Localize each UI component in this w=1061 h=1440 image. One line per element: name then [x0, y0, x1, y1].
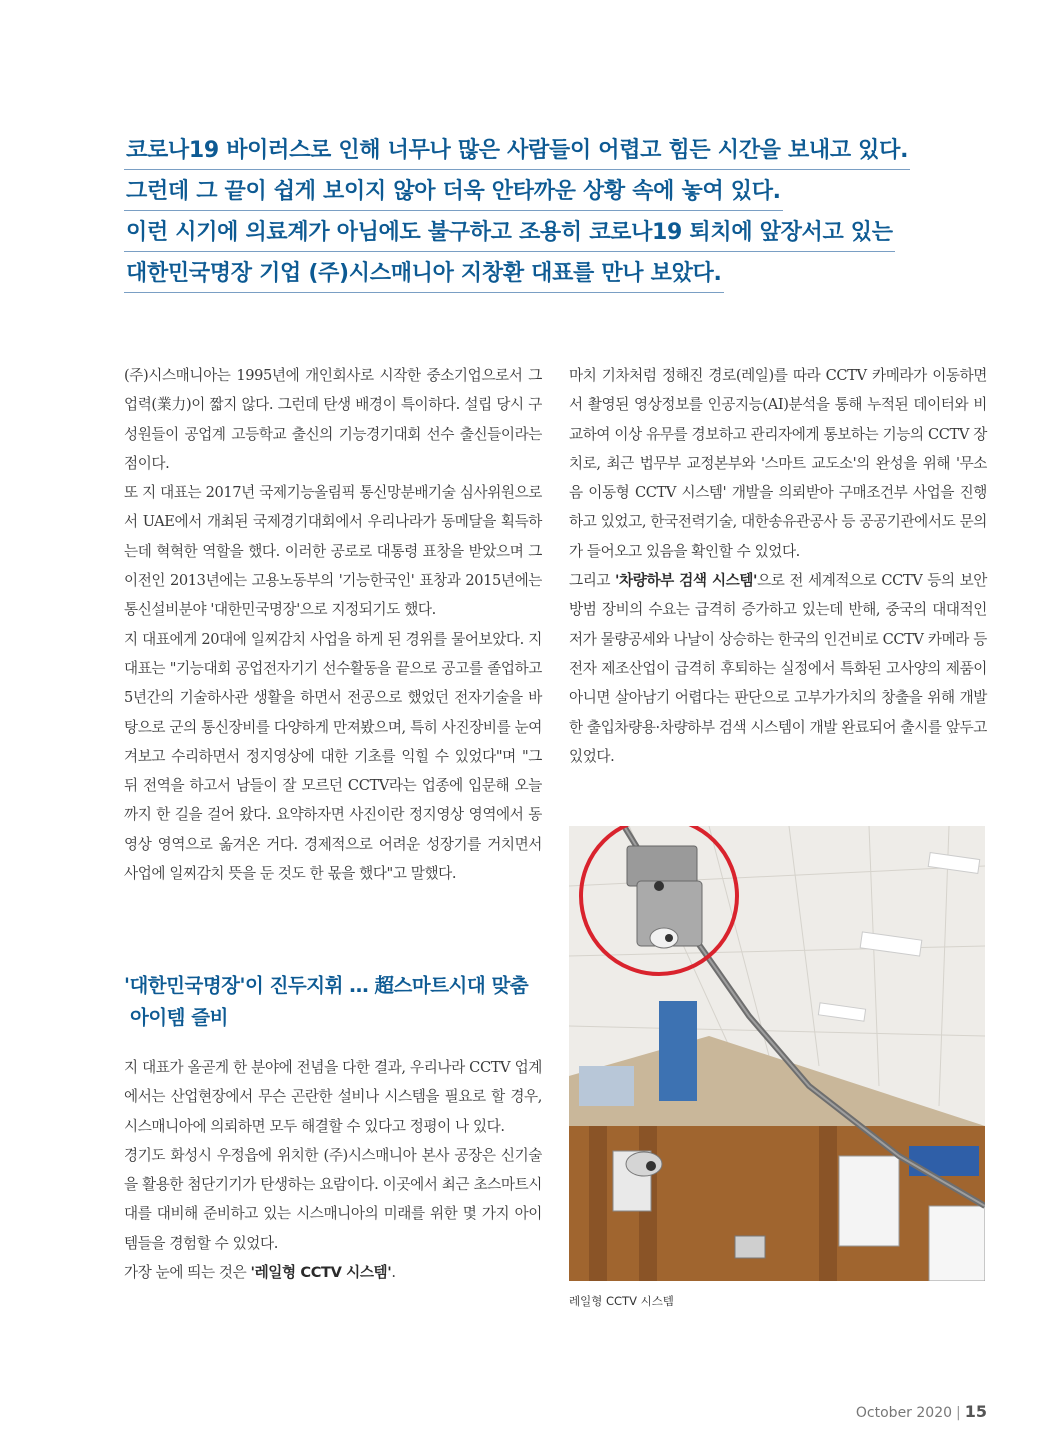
- section-heading-line: '대한민국명장'이 진두지휘 … 超스마트시대 맞춤: [124, 974, 529, 997]
- lead-line: 대한민국명장 기업 (주)시스매니아 지창환 대표를 만나 보았다.: [124, 260, 724, 293]
- body-paragraph: 경기도 화성시 우정읍에 위치한 (주)시스매니아 본사 공장은 신기술을 활용한 첨단기기가 탄생하는 요람이다. 이곳에서 최근 초스마트시대를 대비해 준비하고 있는 시스매니아의 미래를 위한 몇 가지 아이템들을 경험할 수 있었다.: [124, 1146, 542, 1252]
- footer-separator: |: [956, 1405, 961, 1421]
- body-paragraph: (주)시스매니아는 1995년에 개인회사로 시작한 중소기업으로서 그 업력(業力)이 짧지 않다. 그런데 탄생 배경이 특이하다. 설립 당시 구성원들이 공업계 고등학교 출신의 기능경기대회 선수 출신들이라는 점이다.: [124, 367, 542, 472]
- page-number: 15: [964, 1402, 987, 1421]
- body-paragraph: 지 대표가 올곧게 한 분야에 전념을 다한 결과, 우리나라 CCTV 업계에서는 산업현장에서 무슨 곤란한 설비나 시스템을 필요로 할 경우, 시스매니아에 의뢰하면 모두 해결할 수 있다고 정평이 나 있다.: [124, 1059, 542, 1135]
- page-footer: [856, 1402, 987, 1421]
- body-text: 가장 눈에 띄는 것은: [124, 1264, 251, 1282]
- article-column-right: [569, 361, 987, 771]
- body-text: 으로 전 세계적으로 CCTV 등의 보안방범 장비의 수요는 급격히 증가하고 있는데 반해, 중국의 대대적인 저가 물량공세와 나날이 상승하는 한국의 인건비로 CCTV 카메라 등 전자 제조산업이 급격히 후퇴하는 실정에서 특화된 고사양의 제품이 아니면 살아남기 어렵다는 판단으로 고부가가치의 창출을 위해 개발한 출입차량용·차량하부 검색 시스템이 개발 완료되어 출시를 앞두고 있었다.: [569, 572, 987, 765]
- body-paragraph: 또 지 대표는 2017년 국제기능올림픽 통신망분배기술 심사위원으로서 UAE에서 개최된 국제경기대회에서 우리나라가 동메달을 획득하는데 혁혁한 역할을 했다. 이러한 공로로 대통령 표창을 받았으며 그 이전인 2013년에는 고용노동부의 '기능한국인' 표창과 2015년에는 통신설비분야 '대한민국명장'으로 지정되기도 했다.: [124, 484, 542, 619]
- section-heading: [124, 970, 554, 1034]
- article-column-left: [124, 361, 542, 888]
- body-text: .: [391, 1264, 396, 1282]
- article-column-left-lower: [124, 1053, 542, 1287]
- body-text: 그리고: [569, 572, 615, 590]
- lead-line: 이런 시기에 의료계가 아님에도 불구하고 조용히 코로나19 퇴치에 앞장서고 있는: [124, 219, 895, 252]
- body-paragraph: [124, 1258, 542, 1287]
- issue-date: October 2020: [855, 1405, 953, 1421]
- keyword-highlight: '레일형 CCTV 시스템': [250, 1264, 392, 1282]
- lead-line: 그런데 그 끝이 쉽게 보이지 않아 더욱 안타까운 상황 속에 놓여 있다.: [124, 178, 783, 211]
- rail-cctv-photo: [569, 826, 985, 1281]
- body-paragraph: 마치 기차처럼 정해진 경로(레일)를 따라 CCTV 카메라가 이동하면서 촬영된 영상정보를 인공지능(AI)분석을 통해 누적된 데이터와 비교하여 이상 유무를 경보하고 관리자에게 통보하는 기능의 CCTV 장치로, 최근 법무부 교정본부와 '스마트 교도소'의 완성을 위해 '무소음 이동형 CCTV 시스템' 개발을 의뢰받아 구매조건부 사업을 진행하고 있었고, 한국전력기술, 대한송유관공사 등 공공기관에서도 문의가 들어오고 있음을 확인할 수 있었다.: [569, 367, 987, 560]
- body-paragraph: 지 대표에게 20대에 일찌감치 사업을 하게 된 경위를 물어보았다. 지 대표는 "기능대회 공업전자기기 선수활동을 끝으로 공고를 졸업하고 5년간의 기술하사관 생활을 하면서 전공으로 했었던 전자기술을 바탕으로 군의 통신장비를 다양하게 만져봤으며, 특히 사진장비를 눈여겨보고 수리하면서 정지영상에 대한 기초를 익힐 수 있었다"며 "그 뒤 전역을 하고서 남들이 잘 모르던 CCTV라는 업종에 입문해 오늘까지 한 길을 걸어 왔다. 요약하자면 사진이란 정지영상 영역에서 동영상 영역으로 옮겨온 거다. 경제적으로 어려운 성장기를 거치면서 사업에 일찌감치 뜻을 둔 것도 한 몫을 했다"고 말했다.: [124, 630, 542, 883]
- lead-paragraph: [124, 137, 909, 301]
- body-paragraph: [569, 566, 987, 771]
- section-heading-line: 아이템 즐비: [130, 1006, 228, 1029]
- lead-line: 코로나19 바이러스로 인해 너무나 많은 사람들이 어렵고 힘든 시간을 보내고 있다.: [124, 137, 910, 170]
- keyword-highlight: '차량하부 검색 시스템': [615, 572, 758, 590]
- photo-caption: 레일형 CCTV 시스템: [569, 1294, 674, 1308]
